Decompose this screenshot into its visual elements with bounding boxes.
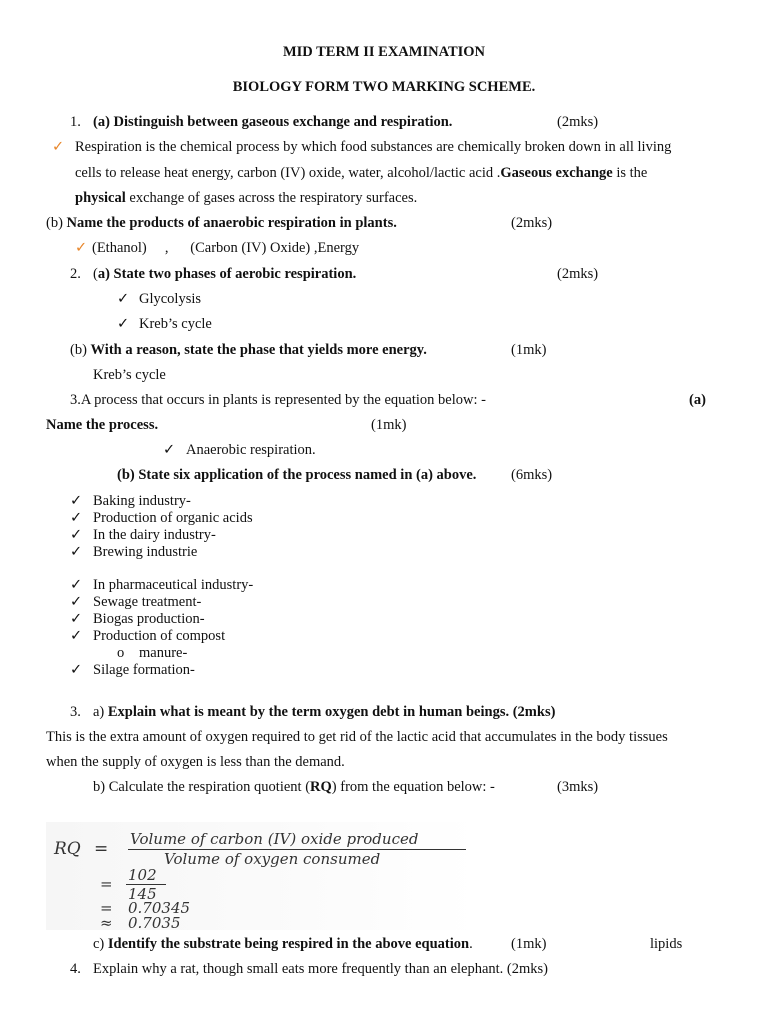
check-mark-icon: ✓	[70, 527, 83, 543]
rq-equation-image	[46, 822, 478, 930]
q1b-question	[46, 214, 397, 232]
list-item: Silage formation-	[93, 662, 195, 678]
eq-equals: =	[100, 875, 113, 893]
check-mark-icon: ✓	[163, 442, 176, 458]
q3b-a-label: Explain what is meant by the term oxygen debt in human beings. (2mks)	[107, 704, 556, 720]
q4-question: Explain why a rat, though small eats more frequently than an elephant. (2mks)	[93, 961, 549, 977]
q2a-prefix: (	[93, 266, 98, 282]
q3b-b-rq: RQ	[310, 779, 332, 795]
q3b-a-answer-line: when the supply of oxygen is less than the demand.	[46, 754, 345, 770]
check-mark-icon: ✓	[75, 240, 88, 256]
eq-equals: =	[100, 899, 113, 917]
q3b-b-question	[93, 778, 495, 796]
q3b-c-answer: lipids	[650, 936, 683, 952]
q3b-c-prefix: c)	[93, 936, 108, 952]
q1a-marks: (2mks)	[557, 114, 599, 130]
list-item: Sewage treatment-	[93, 594, 202, 610]
q3a-marks: (1mk)	[371, 417, 407, 433]
check-mark-icon: ✓	[117, 316, 130, 332]
eq-result: 0.70345	[128, 899, 191, 917]
q3b-a-question	[93, 703, 555, 721]
q3b-c-question	[93, 935, 473, 953]
q3a-answer: Anaerobic respiration.	[186, 442, 316, 458]
check-mark-icon: ✓	[70, 594, 83, 610]
q4-number: 4.	[70, 961, 81, 977]
answer-text: exchange of gases across the respiratory surfaces.	[125, 190, 418, 206]
eq-result-rounded: 0.7035	[128, 914, 181, 932]
eq-approx: ≈	[100, 914, 113, 932]
q3b-number: 3.	[70, 704, 81, 720]
q3b-c-label: Identify the substrate being respired in the above equation	[107, 936, 470, 952]
q2a-label: a) State two phases of aerobic respiration.	[97, 266, 357, 282]
list-item: Glycolysis	[139, 291, 202, 307]
q3b-b-text: ) from the equation below: -	[331, 779, 495, 795]
q1b-prefix: (b)	[46, 215, 67, 231]
q3-intro: 3.A process that occurs in plants is represented by the equation below: -	[70, 392, 486, 408]
eq-numerator: Volume of carbon (IV) oxide produced	[130, 830, 419, 848]
q3a-tag: (a)	[689, 392, 706, 408]
q3b-marks: (6mks)	[511, 467, 553, 483]
list-item: Production of organic acids	[93, 510, 253, 526]
eq-equals: =	[94, 839, 109, 859]
list-item: Baking industry-	[93, 493, 191, 509]
q3b-c-marks: (1mk)	[511, 936, 547, 952]
list-item: Kreb’s cycle	[139, 316, 212, 332]
list-item: Brewing industrie	[93, 544, 198, 560]
list-item: Production of compost	[93, 628, 226, 644]
check-mark-icon: ✓	[70, 662, 83, 678]
list-item: In the dairy industry-	[93, 527, 216, 543]
q2b-question	[70, 341, 427, 359]
answer-bold-term: Gaseous exchange	[500, 165, 613, 181]
q1b-label: Name the products of anaerobic respiration in plants.	[66, 215, 397, 231]
check-mark-icon: ✓	[70, 577, 83, 593]
check-mark-icon: ✓	[117, 291, 130, 307]
q2a-question	[93, 265, 356, 283]
q3b-c-dot: .	[469, 936, 473, 952]
answer-text: is the	[612, 165, 648, 181]
check-mark-icon: ✓	[70, 493, 83, 509]
eq-frac-denominator: 145	[128, 885, 157, 903]
check-mark-icon: ✓	[70, 611, 83, 627]
q3b-a-answer-line: This is the extra amount of oxygen required to get rid of the lactic acid that accumulates in the body tissues	[46, 729, 668, 745]
q1b-marks: (2mks)	[511, 215, 553, 231]
answer-bold-term: physical	[75, 190, 126, 206]
check-mark-icon: ✓	[52, 139, 65, 155]
q2b-marks: (1mk)	[511, 342, 547, 358]
exam-subtitle: BIOLOGY FORM TWO MARKING SCHEME.	[232, 79, 536, 95]
list-item: manure-	[139, 645, 188, 661]
q2b-answer: Kreb’s cycle	[93, 367, 166, 383]
eq-frac-numerator: 102	[128, 866, 157, 884]
q3a-question: Name the process.	[46, 417, 159, 433]
q1a-answer-line	[75, 164, 647, 182]
list-item: Biogas production-	[93, 611, 205, 627]
q1-number: 1.	[70, 114, 81, 130]
q1a-answer-line	[75, 189, 417, 207]
q3b-question: (b) State six application of the process named in (a) above.	[117, 467, 477, 483]
q2-number: 2.	[70, 266, 81, 282]
check-mark-icon: ✓	[70, 628, 83, 644]
check-mark-icon: ✓	[70, 544, 83, 560]
q1a-question: (a) Distinguish between gaseous exchange and respiration.	[93, 114, 453, 130]
q1b-answer: (Ethanol) , (Carbon (IV) Oxide) ,Energy	[92, 240, 360, 256]
q3b-a-prefix: a)	[93, 704, 108, 720]
q3b-b-text: b) Calculate the respiration quotient (	[93, 779, 311, 795]
q2b-label: With a reason, state the phase that yields more energy.	[90, 342, 427, 358]
check-mark-icon: ✓	[70, 510, 83, 526]
list-item: In pharmaceutical industry-	[93, 577, 254, 593]
q2a-marks: (2mks)	[557, 266, 599, 282]
q2b-prefix: (b)	[70, 342, 91, 358]
answer-text: cells to release heat energy, carbon (IV) oxide, water, alcohol/lactic acid .	[75, 165, 501, 181]
q1a-answer-line: Respiration is the chemical process by which food substances are chemically broken down in all living	[75, 139, 672, 155]
exam-title: MID TERM II EXAMINATION	[282, 44, 486, 60]
eq-denominator: Volume of oxygen consumed	[164, 850, 381, 868]
sub-bullet: o	[117, 645, 125, 661]
eq-lhs: RQ	[54, 839, 81, 859]
q3b-b-marks: (3mks)	[557, 779, 599, 795]
